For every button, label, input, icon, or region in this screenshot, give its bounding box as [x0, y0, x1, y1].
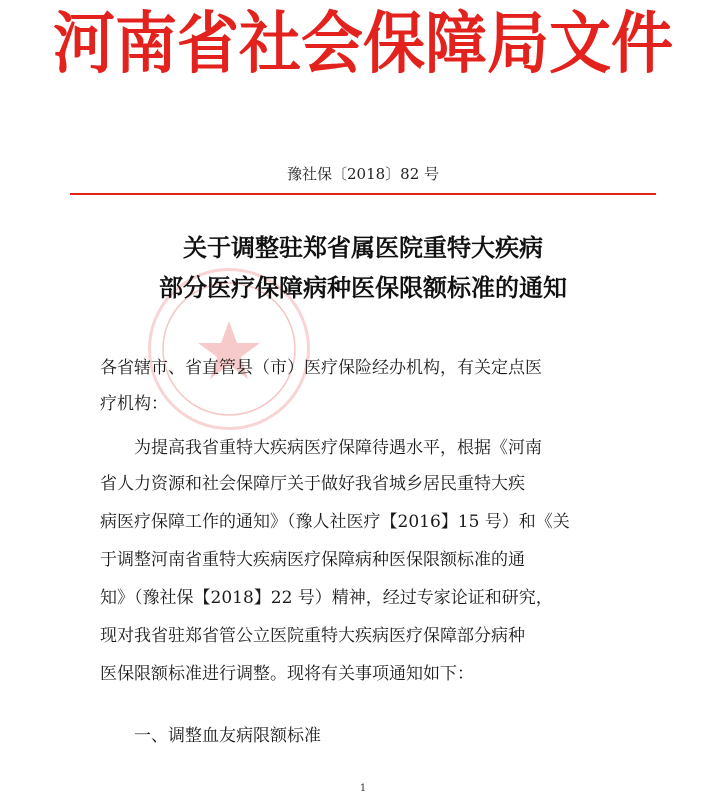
body-paragraph-line: 省人力资源和社会保障厅关于做好我省城乡居民重特大疾	[100, 474, 525, 494]
document-title-line-2: 部分医疗保障病种医保限额标准的通知	[159, 274, 567, 302]
section-1-heading: 一、调整血友病限额标准	[134, 726, 321, 746]
red-divider-line	[70, 193, 656, 195]
addressee-line-2: 疗机构：	[100, 394, 168, 414]
document-title-line-1: 关于调整驻郑省属医院重特大疾病	[183, 234, 543, 262]
document-number: 豫社保〔2018〕82 号	[286, 165, 440, 183]
body-paragraph-line: 为提高我省重特大疾病医疗保障待遇水平，根据《河南	[134, 438, 542, 458]
body-paragraph-line: 病医疗保障工作的通知》（豫人社医疗【2016】15 号）和《关	[100, 512, 570, 532]
bleed-through-text	[110, 120, 726, 134]
body-paragraph-line: 于调整河南省重特大疾病医疗保障病种医保限额标准的通	[100, 550, 525, 570]
page-number: 1	[359, 783, 367, 794]
body-paragraph-line: 知》（豫社保【2018】22 号）精神，经过专家论证和研究，	[100, 588, 553, 608]
body-paragraph-line: 现对我省驻郑省管公立医院重特大疾病医疗保障部分病种	[100, 626, 525, 646]
document-header-title: 河南省社会保障局文件	[52, 4, 673, 83]
body-paragraph-line: 医保限额标准进行调整。现将有关事项通知如下：	[100, 664, 474, 684]
addressee-line-1: 各省辖市、省直管县（市）医疗保险经办机构，有关定点医	[100, 358, 542, 378]
